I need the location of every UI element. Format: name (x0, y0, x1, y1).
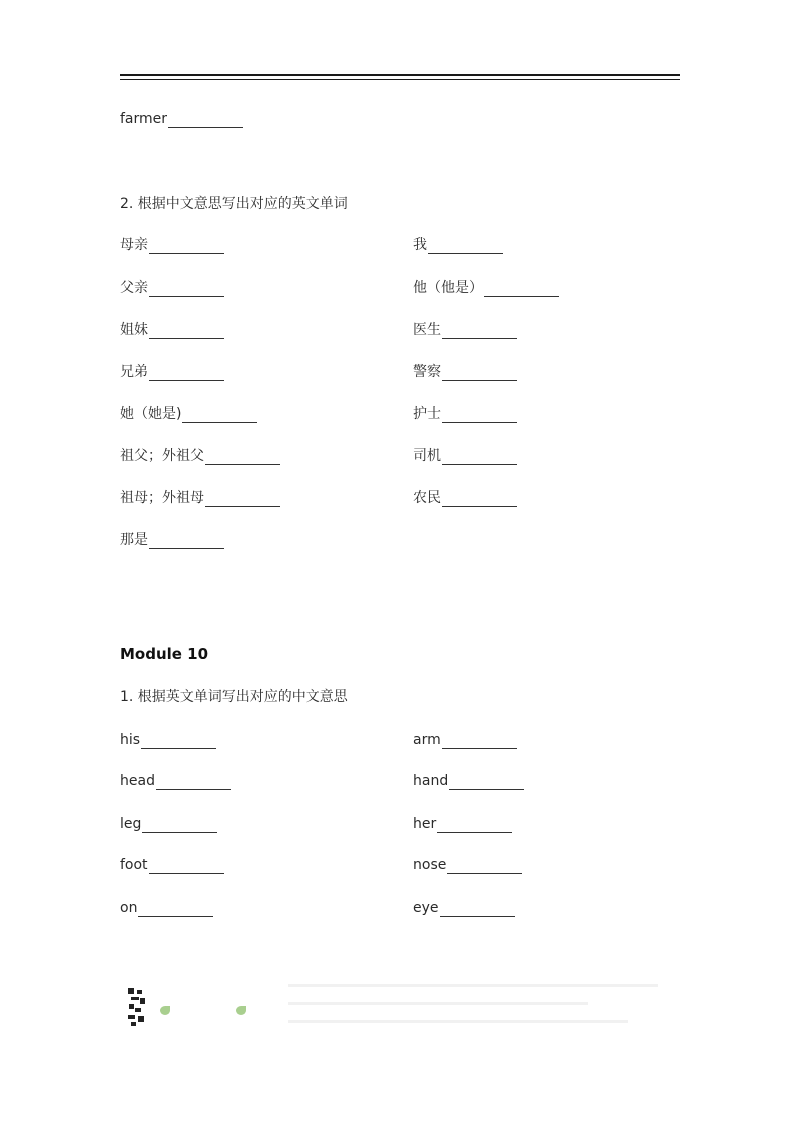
answer-blank[interactable] (182, 408, 257, 423)
answer-blank[interactable] (142, 818, 217, 833)
answer-blank[interactable] (440, 902, 515, 917)
word-item (120, 731, 216, 749)
module-title: Module 10 (120, 645, 209, 663)
word-item (120, 772, 231, 790)
word-item (120, 110, 243, 128)
word-label: 她（她是) (120, 406, 182, 422)
answer-blank[interactable] (442, 408, 517, 423)
answer-blank[interactable] (149, 534, 224, 549)
word-label: farmer (120, 111, 168, 127)
word-label: 那是 (120, 532, 148, 548)
word-label: 司机 (413, 448, 441, 464)
word-label: hand (413, 773, 449, 789)
word-label: 兄弟 (120, 364, 148, 380)
word-item (413, 321, 517, 339)
word-item (120, 236, 224, 254)
word-item (413, 363, 517, 381)
word-label: eye (413, 900, 439, 916)
answer-blank[interactable] (149, 239, 224, 254)
word-label: foot (120, 857, 148, 873)
word-item (413, 236, 503, 254)
faint-line (288, 1002, 588, 1005)
word-item (413, 279, 559, 297)
answer-blank[interactable] (141, 734, 216, 749)
faint-line (288, 1020, 628, 1023)
word-item (120, 447, 280, 465)
word-label: 我 (413, 237, 427, 253)
word-label: 祖父；外祖父 (120, 448, 204, 464)
word-label: arm (413, 732, 441, 748)
word-item (413, 815, 512, 833)
word-item (120, 856, 224, 874)
word-label: 农民 (413, 490, 441, 506)
leaf-icon (160, 1006, 170, 1015)
word-label: on (120, 900, 138, 916)
word-item (120, 321, 224, 339)
word-item (413, 772, 524, 790)
word-label: nose (413, 857, 447, 873)
answer-blank[interactable] (442, 366, 517, 381)
answer-blank[interactable] (149, 366, 224, 381)
answer-blank[interactable] (168, 113, 243, 128)
section-heading: 2. 根据中文意思写出对应的英文单词 (120, 196, 348, 212)
answer-blank[interactable] (156, 775, 231, 790)
word-label: his (120, 732, 141, 748)
answer-blank[interactable] (484, 282, 559, 297)
word-item (413, 856, 522, 874)
footer-watermark (128, 970, 668, 1040)
answer-blank[interactable] (205, 492, 280, 507)
word-label: 母亲 (120, 237, 148, 253)
word-item (120, 405, 257, 423)
word-label: 警察 (413, 364, 441, 380)
header-rule-thin (120, 79, 680, 80)
answer-blank[interactable] (138, 902, 213, 917)
qr-code-icon (128, 988, 146, 1026)
faint-line (288, 984, 658, 987)
word-item (413, 899, 515, 917)
answer-blank[interactable] (428, 239, 503, 254)
answer-blank[interactable] (449, 775, 524, 790)
word-item (120, 363, 224, 381)
word-label: her (413, 816, 437, 832)
answer-blank[interactable] (442, 450, 517, 465)
answer-blank[interactable] (437, 818, 512, 833)
word-item (120, 489, 280, 507)
answer-blank[interactable] (442, 492, 517, 507)
leaf-icon (236, 1006, 246, 1015)
header-rule-thick (120, 74, 680, 76)
word-item (413, 405, 517, 423)
word-label: leg (120, 816, 142, 832)
word-item (120, 279, 224, 297)
word-label: 护士 (413, 406, 441, 422)
word-item (120, 815, 217, 833)
word-item (413, 731, 517, 749)
answer-blank[interactable] (447, 859, 522, 874)
answer-blank[interactable] (149, 282, 224, 297)
word-label: 姐妹 (120, 322, 148, 338)
word-item (120, 899, 213, 917)
word-label: 祖母；外祖母 (120, 490, 204, 506)
word-label: 他（他是） (413, 280, 483, 296)
word-item (120, 531, 224, 549)
word-label: 父亲 (120, 280, 148, 296)
word-item (413, 447, 517, 465)
section-heading: 1. 根据英文单词写出对应的中文意思 (120, 689, 348, 705)
answer-blank[interactable] (149, 324, 224, 339)
word-item (413, 489, 517, 507)
answer-blank[interactable] (442, 324, 517, 339)
word-label: 医生 (413, 322, 441, 338)
word-label: head (120, 773, 155, 789)
answer-blank[interactable] (442, 734, 517, 749)
answer-blank[interactable] (149, 859, 224, 874)
answer-blank[interactable] (205, 450, 280, 465)
